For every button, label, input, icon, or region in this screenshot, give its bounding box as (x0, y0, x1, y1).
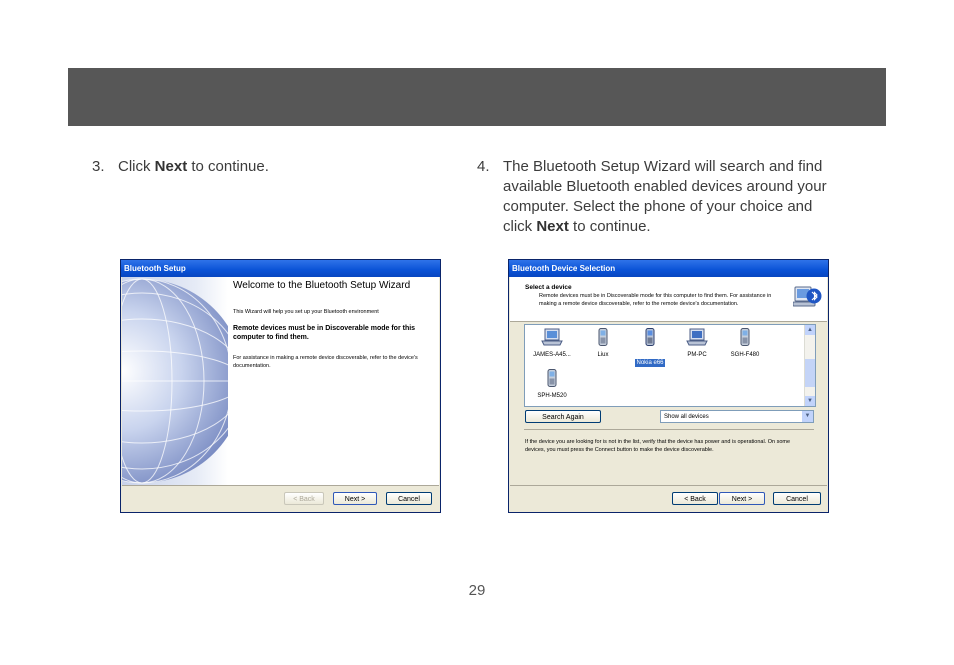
device-item[interactable]: SPH-M520 (527, 369, 577, 403)
header-banner (68, 68, 886, 126)
device-item[interactable]: SGH-F480 (723, 328, 767, 362)
laptop-icon (541, 328, 563, 346)
next-button[interactable]: Next > (333, 492, 377, 505)
wizard-notice: Remote devices must be in Discoverable mode for this computer to find them. (233, 325, 416, 341)
phone-icon (645, 328, 655, 346)
cancel-button[interactable]: Cancel (386, 492, 432, 505)
step-number: 4. (477, 158, 490, 175)
list-scrollbar[interactable] (804, 325, 815, 406)
phone-icon (547, 369, 557, 387)
step-text: Click Next to continue. (118, 158, 269, 175)
divider (510, 485, 827, 486)
window-titlebar: Bluetooth Setup (121, 260, 440, 277)
footer-note: If the device you are looking for is not in the list, verify that the device has power and is operational. On some devices, you must press the Connect button to make the device discoverable. (525, 439, 791, 453)
selection-header (510, 277, 827, 322)
back-button[interactable]: < Back (284, 492, 324, 505)
device-list[interactable] (524, 324, 816, 407)
cancel-button[interactable]: Cancel (773, 492, 821, 505)
device-selection-window (508, 259, 829, 513)
step-3 (92, 157, 452, 181)
back-button[interactable]: < Back (672, 492, 718, 505)
search-again-button[interactable]: Search Again (525, 410, 601, 423)
device-filter-select[interactable]: Show all devices ▼ (660, 410, 814, 423)
chevron-down-icon[interactable]: ▼ (802, 411, 813, 422)
scroll-thumb[interactable] (805, 359, 815, 387)
device-item[interactable]: JAMES-A45... (527, 328, 577, 362)
window-titlebar: Bluetooth Device Selection (509, 260, 828, 277)
globe-image (122, 277, 228, 485)
laptop-icon (686, 328, 708, 346)
divider (122, 485, 439, 486)
page-number: 29 (468, 582, 486, 599)
step-number: 3. (92, 158, 105, 175)
step-4 (477, 157, 877, 241)
selection-description: Remote devices must be in Discoverable mode for this computer to find them. For assistance in making a remote device discoverable, refer to the remote device's documentation. (539, 293, 772, 307)
device-item[interactable]: Liux (583, 328, 623, 362)
scroll-up-icon[interactable]: ▲ (805, 325, 815, 335)
device-item-selected[interactable]: Nokia e66 (629, 328, 671, 362)
scroll-down-icon[interactable]: ▼ (805, 396, 815, 406)
next-button[interactable]: Next > (719, 492, 765, 505)
bluetooth-setup-window (120, 259, 441, 513)
selection-heading: Select a device (525, 284, 572, 291)
wizard-heading: Welcome to the Bluetooth Setup Wizard (233, 280, 411, 291)
wizard-intro: This Wizard will help you set up your Bluetooth environment (233, 309, 379, 315)
step-text: The Bluetooth Setup Wizard will search and find available Bluetooth enabled devices around your computer. Select the phone of your choice and click Next to continue. (503, 158, 827, 235)
wizard-assist: For assistance in making a remote device discoverable, refer to the device's documentation. (233, 355, 418, 369)
device-item[interactable]: PM-PC (677, 328, 717, 362)
phone-icon (598, 328, 608, 346)
bluetooth-device-icon (793, 281, 823, 311)
wizard-body (122, 277, 439, 485)
phone-icon (740, 328, 750, 346)
divider (524, 429, 814, 430)
